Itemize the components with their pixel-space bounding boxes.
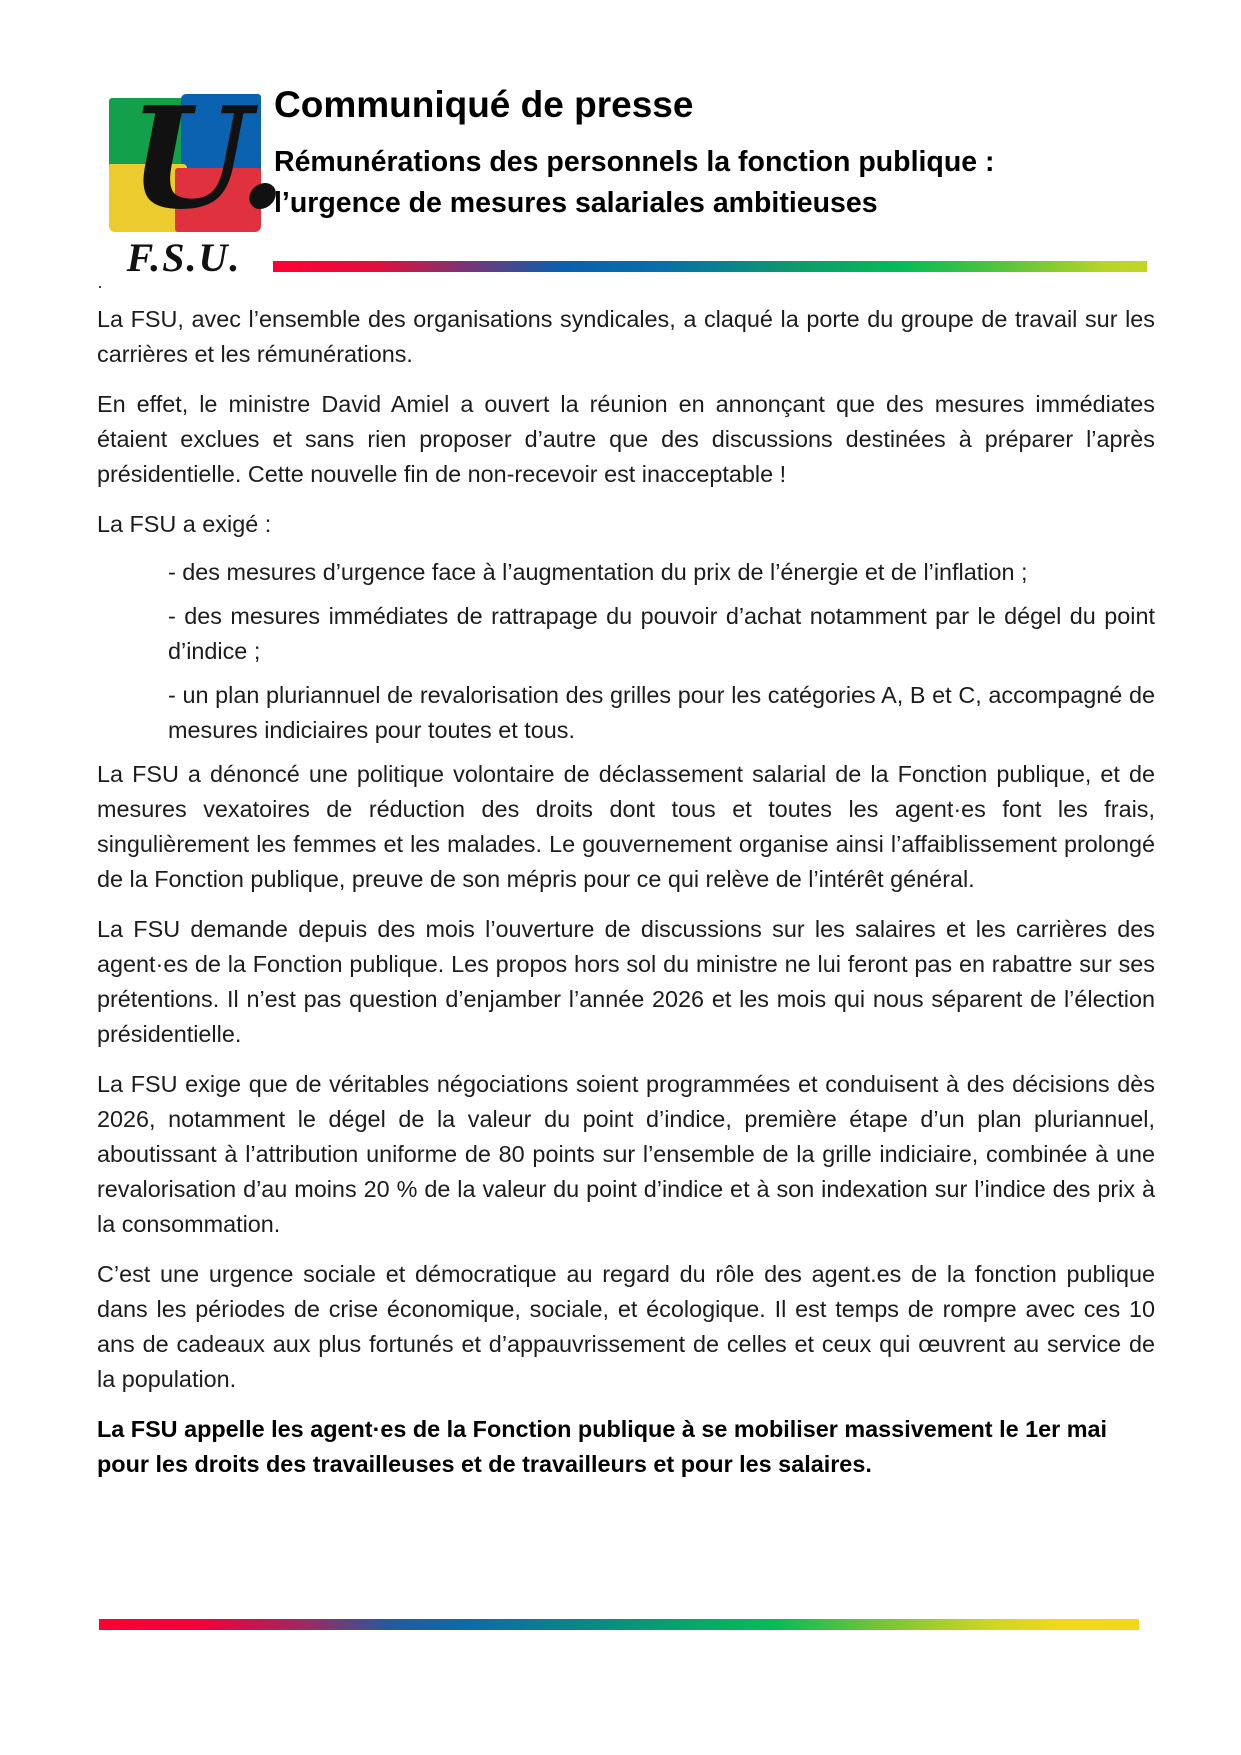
demands-list <box>97 555 1155 748</box>
closing-call-to-action: La FSU appelle les agent·es de la Fonction publique à se mobiliser massivement le 1er mai pour les droits des travailleuses et de travailleurs et pour les salaires. <box>97 1416 1108 1477</box>
paragraph-minister: En effet, le ministre David Amiel a ouvert la réunion en annonçant que des mesures immédiates étaient exclues et sans rien proposer d’autre que des discussions destinées à préparer l’après présidentielle. Cette nouvelle fin de non-recevoir est inacceptable ! <box>97 391 1155 487</box>
footer-divider <box>99 1619 1139 1630</box>
logo-caption: F.S.U. <box>126 235 242 280</box>
header-divider <box>273 261 1147 272</box>
page-title: Communiqué de presse <box>274 84 694 125</box>
page-subtitle <box>274 142 1154 224</box>
paragraph-negotiations: La FSU exige que de véritables négociations soient programmées et conduisent à des décisions dès 2026, notamment le dégel de la valeur du point d’indice, première étape d’un plan pluriannuel, aboutissant à l’attribution uniforme de 80 points sur l’ensemble de la grille indiciaire, combinée à une revalorisation d’au moins 20 % de la valeur du point d’indice et à son indexation sur l’indice des prix à la consommation. <box>97 1071 1155 1237</box>
logo-u-letter: U. <box>129 77 287 241</box>
paragraph-intro: La FSU, avec l’ensemble des organisations syndicales, a claqué la porte du groupe de travail sur les carrières et les rémunérations. <box>97 306 1155 367</box>
paragraph-denounce: La FSU a dénoncé une politique volontaire de déclassement salarial de la Fonction publique, et de mesures vexatoires de réduction des droits dont tous et toutes les agent·es font les frais, singulièrement les femmes et les malades. Le gouvernement organise ainsi l’affaiblissement prolongé de la Fonction publique, preuve de son mépris pour ce qui relève de l’intérêt général. <box>97 761 1155 892</box>
paragraph-request: La FSU demande depuis des mois l’ouverture de discussions sur les salaires et les carrières des agent·es de la Fonction publique. Les propos hors sol du ministre ne lui feront pas en rabattre sur ses prétentions. Il n’est pas question d’enjamber l’année 2026 et les mois qui nous séparent de l’élection présidentielle. <box>97 916 1155 1047</box>
list-item: - un plan pluriannuel de revalorisation des grilles pour les catégories A, B et C, accompagné de mesures indiciaires pour toutes et tous. <box>168 682 1155 743</box>
subtitle-line-2: l’urgence de mesures salariales ambitieuses <box>274 187 878 219</box>
paragraph-demands-intro: La FSU a exigé : <box>97 511 272 537</box>
subtitle-line-1: Rémunérations des personnels la fonction publique : <box>274 146 995 178</box>
list-item: - des mesures immédiates de rattrapage du pouvoir d’achat notamment par le dégel du point d’indice ; <box>168 603 1155 664</box>
paragraph-urgency: C’est une urgence sociale et démocratique au regard du rôle des agent.es de la fonction publique dans les périodes de crise économique, sociale, et écologique. Il est temps de rompre avec ces 10 ans de cadeaux aux plus fortunés et d’appauvrissement de celles et ceux qui œuvrent au service de la population. <box>97 1261 1155 1392</box>
fsu-logo <box>99 77 287 280</box>
press-release-body <box>97 302 1155 1497</box>
stray-dot <box>99 286 101 288</box>
list-item: - des mesures d’urgence face à l’augmentation du prix de l’énergie et de l’inflation ; <box>168 559 1028 585</box>
